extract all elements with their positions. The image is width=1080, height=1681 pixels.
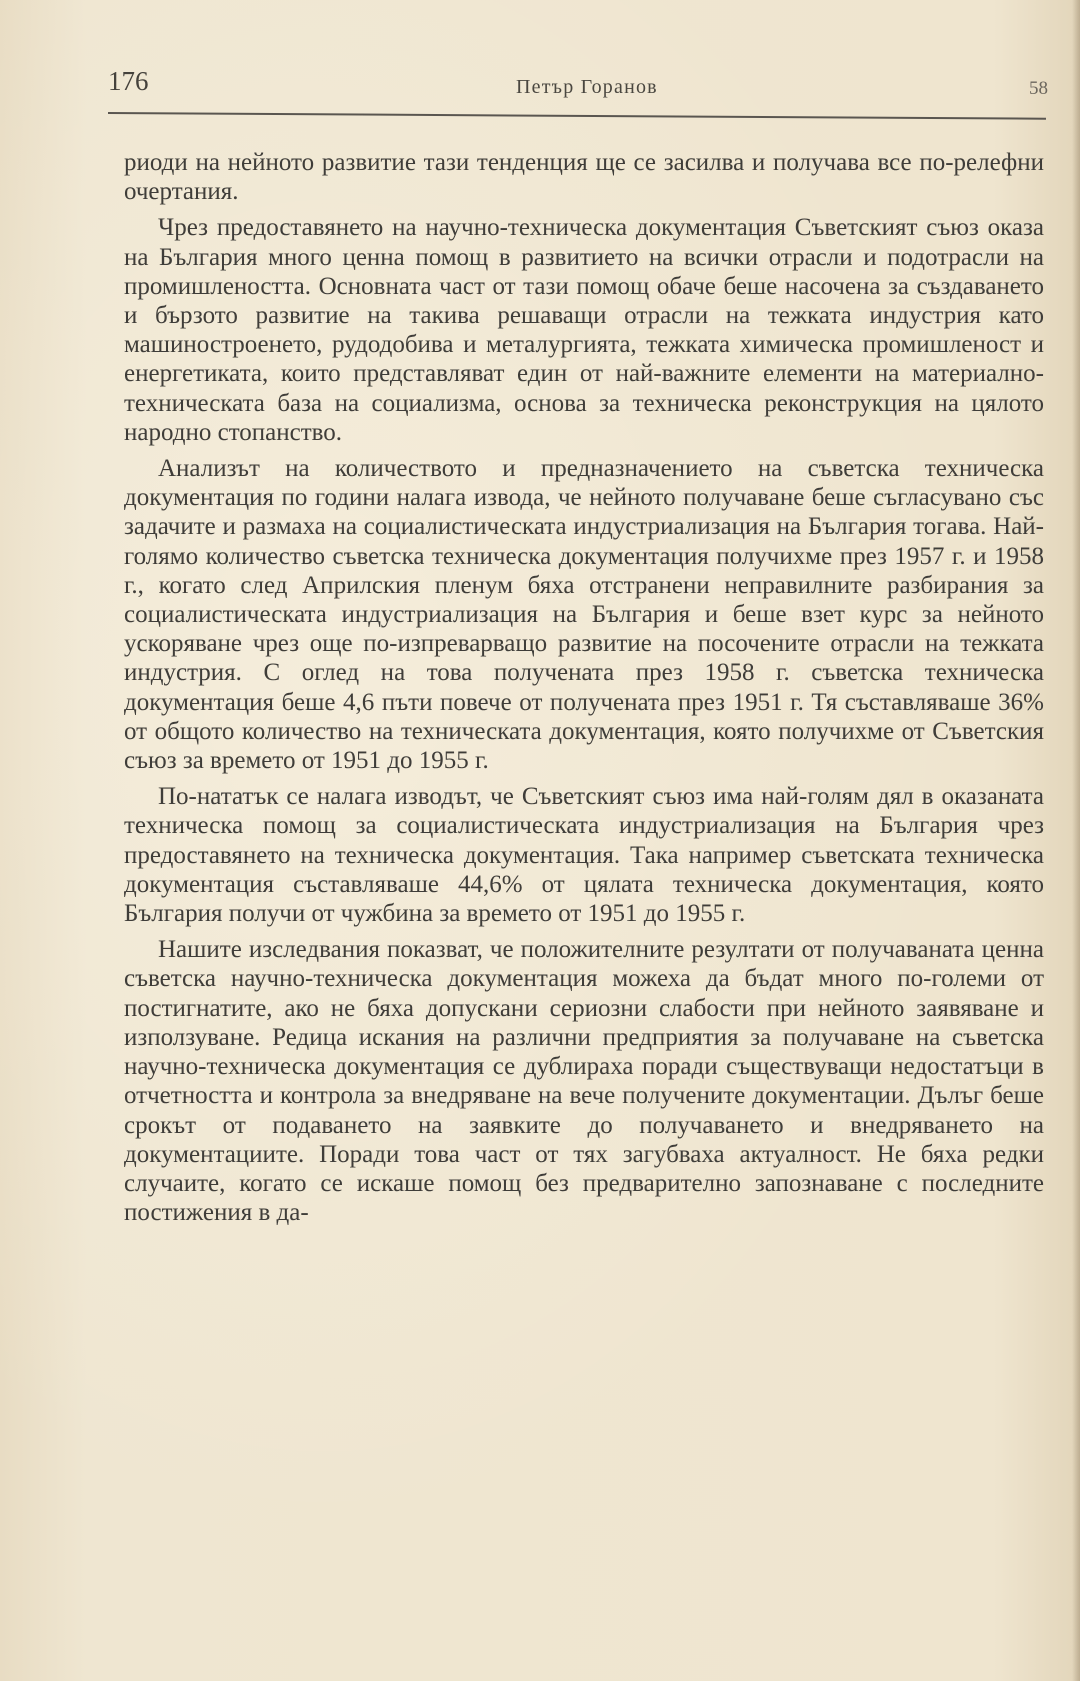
running-head-author: Петър Горанов — [516, 76, 658, 98]
header-rule — [108, 112, 1046, 120]
paragraph: Анализът на количеството и предназначението на съветска техническа документация по години налага извода, че нейното получаване беше съгласувано със задачите и размаха на социалистическата индустриализация на България тогава. Най-голямо количество съветска техническа документация получихме през 1957 г. и 1958 г., когато след Априлския пленум бяха отстранени неправилните разбирания за социалистическата индустриализация на България и беше взет курс за нейното ускоряване чрез още по-изпреварващо развитие на посочените отрасли на тежката индустрия. С оглед на това получената през 1958 г. съветска техническа документация беше 4,6 пъти повече от получената през 1951 г. Тя съставляваше 36% от общото количество на техническата документация, която получихме от Съветския съюз за времето от 1951 до 1955 г. — [124, 455, 1044, 775]
paragraph: Чрез предоставянето на научно-техническа документация Съветският съюз оказа на България много ценна помощ в развитието на всички отрасли и подотрасли на промишлеността. Основната част от тази помощ обаче беше насочена за създаването и бързото развитие на такива решаващи отрасли на тежката индустрия като машиностроенето, рудодобива и металургията, тежката химическа промишленост и енергетиката, които представляват един от най-важните елементи на материално-техническата база на социализма, основа за техническа реконструкция на цялото народно стопанство. — [124, 214, 1044, 446]
page-header — [108, 66, 1048, 110]
paragraph-continued: риоди на нейното развитие тази тенденция ще се засилва и получава все по-релефни очертания. — [124, 149, 1044, 206]
page-edge-shadow — [1072, 0, 1080, 1681]
corner-mark: 58 — [1029, 78, 1048, 99]
page-number: 176 — [108, 66, 149, 96]
body-text — [124, 148, 1044, 1234]
paragraph: По-нататък се налага изводът, че Съветският съюз има най-голям дял в оказаната техническа помощ за социалистическата индустриализация на България чрез предоставянето на техническа документация. Така например съветската техническа документация съставляваше 44,6% от цялата техническа документация, която България получи от чужбина за времето от 1951 до 1955 г. — [124, 783, 1044, 928]
paragraph: Нашите изследвания показват, че положителните резултати от получаваната ценна съветска научно-техническа документация можеха да бъдат много по-големи от постигнатите, ако не бяха допускани сериозни слабости при нейното заявяване и използуване. Редица искания на различни предприятия за получаване на съветска научно-техническа документация се дублираха поради съществуващи недостатъци в отчетността и контрола за внедряване на вече получените документации. Дълъг беше срокът от подаването на заявките до получаването и внедряването на документациите. Поради това част от тях загубваха актуалност. Не бяха редки случаите, когато се искаше помощ без предварително запознаване с последните постижения в да- — [124, 936, 1044, 1227]
